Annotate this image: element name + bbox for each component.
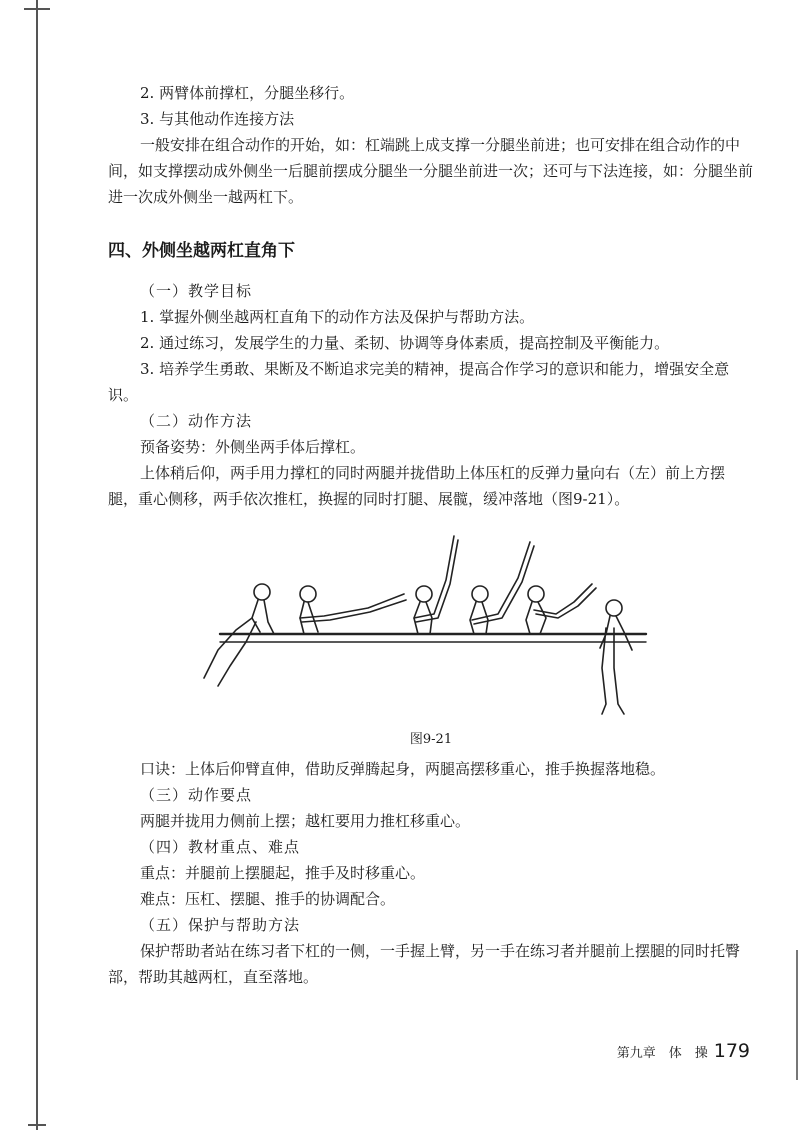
page-footer: [600, 1040, 750, 1062]
help-text: 保护帮助者站在练习者下杠的一侧，一手握上臂，另一手在练习者并腿前上摆腿的同时托臀部，帮助其越两杠，直至落地。: [108, 942, 741, 986]
page-body: [108, 80, 754, 990]
focus-key-text: 重点：并腿前上摆腿起，推手及时移重心。: [140, 864, 426, 882]
gymnast-sequence-illustration: [108, 518, 754, 726]
scan-edge-left: [36, 0, 38, 1130]
section-title: 四、外侧坐越两杠直角下: [108, 241, 295, 261]
chapter-label: 第九章 体 操: [616, 1046, 708, 1061]
key-points-text: 两腿并拢用力侧前上摆；越杠要用力推杠移重心。: [140, 812, 471, 830]
gymnast-pose-4: [470, 542, 534, 634]
subsection-goals-title: （一）教学目标: [140, 282, 253, 300]
text-line-2: 3. 与其他动作连接方法: [140, 110, 295, 128]
figure-sequence: [108, 518, 754, 726]
subsection-method-title: （二）动作方法: [140, 412, 253, 430]
gymnast-pose-6: [600, 600, 632, 714]
page-number: 179: [713, 1040, 750, 1062]
goal-item-2: 2. 通过练习，发展学生的力量、柔韧、协调等身体素质，提高控制及平衡能力。: [140, 334, 670, 352]
goal-item-1: 1. 掌握外侧坐越两杠直角下的动作方法及保护与帮助方法。: [140, 308, 535, 326]
mnemonic: 口诀：上体后仰臂直伸，借助反弹腾起身，两腿高摆移重心，推手换握落地稳。: [140, 760, 666, 778]
gymnast-pose-2: [300, 586, 406, 634]
subsection-help-title: （五）保护与帮助方法: [140, 916, 301, 934]
scan-edge-mark-bottom: [28, 1124, 46, 1126]
method-prep: 预备姿势：外侧坐两手体后撑杠。: [140, 438, 366, 456]
scan-edge-mark-top: [24, 8, 50, 10]
gymnast-pose-5: [526, 584, 596, 634]
scan-edge-right: [796, 950, 798, 1080]
text-line-1: 2. 两臂体前撑杠，分腿坐移行。: [140, 84, 355, 102]
paragraph-connection: 一般安排在组合动作的开始，如：杠端跳上成支撑一分腿坐前进；也可安排在组合动作的中间，如支撑摆动成外侧坐一后腿前摆成分腿坐一分腿坐前进一次；还可与下法连接，如：分腿坐前进一次成外侧坐一越两杠下。: [108, 136, 754, 206]
method-description: 上体稍后仰，两手用力撑杠的同时两腿并拢借助上体压杠的反弹力量向右（左）前上方摆腿，重心侧移，两手依次推杠，换握的同时打腿、展髋，缓冲落地（图9-21）。: [108, 464, 726, 508]
goal-item-3: 3. 培养学生勇敢、果断及不断追求完美的精神，提高合作学习的意识和能力，增强安全意识。: [108, 360, 730, 404]
figure-caption: 图9-21: [409, 732, 453, 747]
subsection-focus-title: （四）教材重点、难点: [140, 838, 301, 856]
focus-difficulty-text: 难点：压杠、摆腿、推手的协调配合。: [140, 890, 396, 908]
subsection-key-points-title: （三）动作要点: [140, 786, 253, 804]
gymnast-pose-3: [414, 536, 458, 634]
